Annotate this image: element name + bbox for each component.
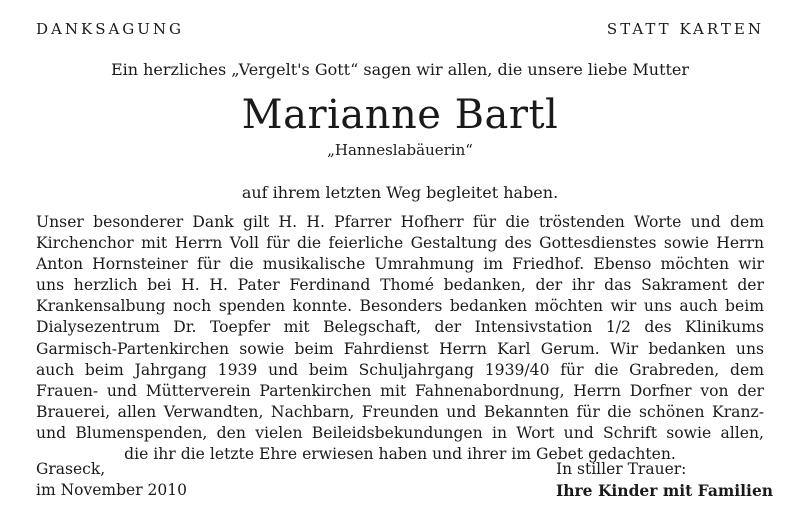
header-danksagung: DANKSAGUNG	[36, 20, 185, 38]
paragraph-line: Unser besonderer Dank gilt H. H. Pfarrer Hofherr für die tröstenden Worte und dem	[36, 213, 764, 231]
footer-family: Ihre Kinder mit Familien	[556, 481, 774, 500]
footer-date: im November 2010	[36, 481, 187, 499]
footer-mourning: In stiller Trauer:	[556, 460, 687, 478]
footer-place: Graseck,	[36, 460, 106, 478]
paragraph-line: Krankensalbung noch spenden konnte. Besonders bedanken möchten wir uns auch beim	[36, 297, 764, 316]
paragraph-line: und Blumenspenden, den vielen Beileidsbekundungen in Wort und Schrift sowie allen,	[36, 423, 764, 442]
header-statt-karten: STATT KARTEN	[606, 20, 764, 38]
paragraph-line: Garmisch-Partenkirchen sowie beim Fahrdienst Herrn Karl Gerum. Wir bedanken uns	[36, 339, 764, 358]
paragraph-line: Anton Hornsteiner für die musikalische Umrahmung im Friedhof. Ebenso möchten wir	[36, 255, 764, 274]
paragraph-line: Kirchenchor mit Herrn Voll für die feierliche Gestaltung des Gottesdienstes sowie Herrn	[36, 234, 764, 253]
paragraph-line: Dialysezentrum Dr. Toepfer mit Belegschaft, der Intensivstation 1/2 des Klinikums	[36, 318, 764, 337]
footer-signature	[556, 459, 773, 501]
footer-place-date	[36, 459, 187, 501]
intro-line: Ein herzliches „Vergelt's Gott“ sagen wir allen, die unsere liebe Mutter	[110, 60, 690, 79]
paragraph-line: auch beim Jahrgang 1939 und beim Schuljahrgang 1939/40 für die Grabreden, dem	[36, 360, 764, 379]
paragraph-line: uns herzlich bei H. H. Pater Ferdinand Thomé bedanken, der ihr das Sakrament der	[36, 276, 764, 295]
paragraph-line: Brauerei, allen Verwandten, Nachbarn, Freunden und Bekannten für die schönen Kranz-	[36, 402, 764, 421]
deceased-name: Marianne Bartl	[241, 92, 559, 138]
deceased-nickname: „Hanneslabäuerin“	[327, 141, 473, 159]
paragraph-last-line: die ihr die letzte Ehre erwiesen haben und ihrer im Gebet gedachten.	[124, 445, 676, 464]
thanks-paragraph	[36, 212, 764, 465]
escort-line: auf ihrem letzten Weg begleitet haben.	[241, 183, 559, 202]
paragraph-line: Frauen- und Mütterverein Partenkirchen mit Fahnenabordnung, Herrn Dorfner von der	[36, 381, 764, 400]
